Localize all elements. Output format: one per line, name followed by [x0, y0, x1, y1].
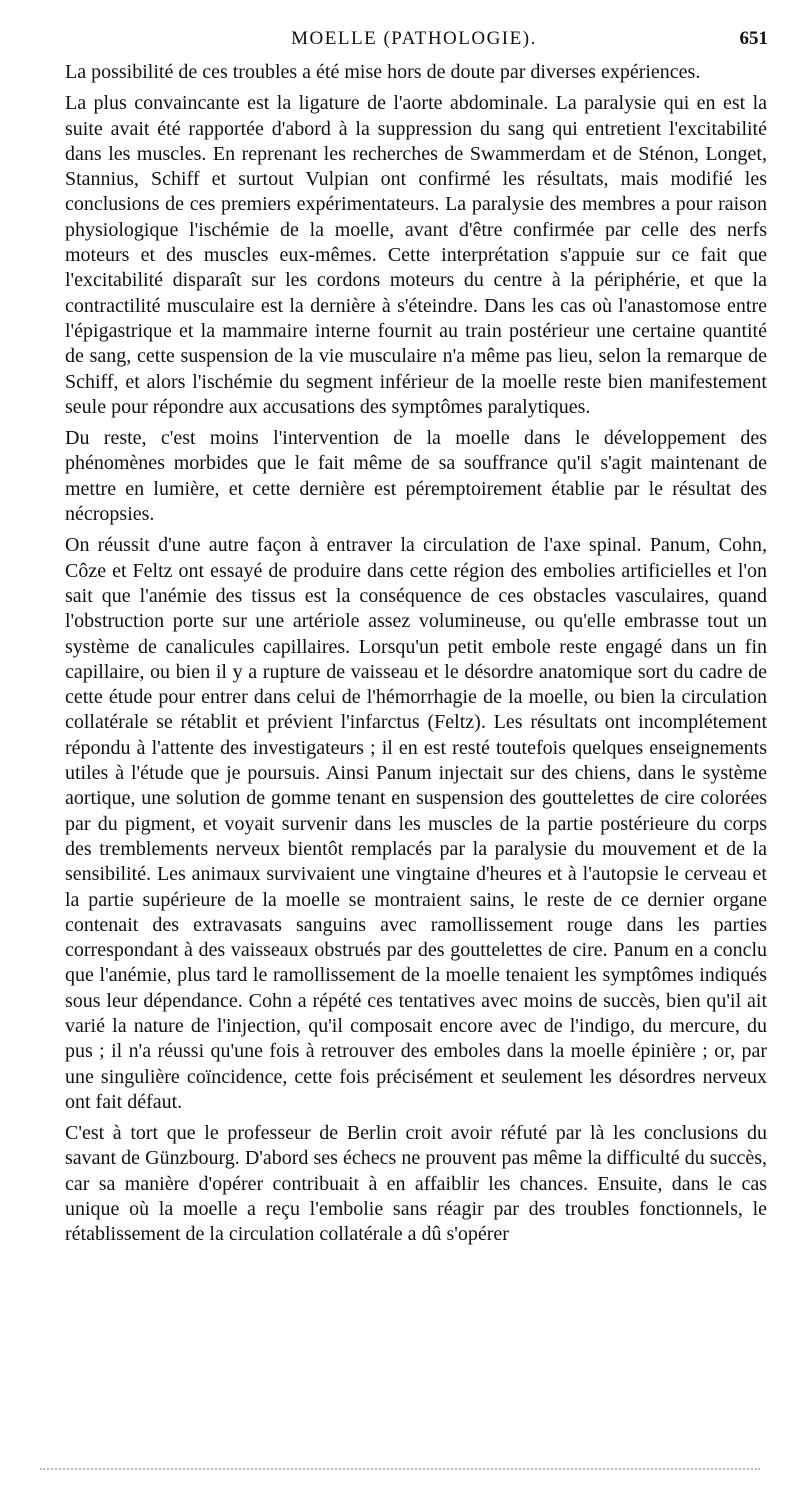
- body-text: [65, 60, 767, 1254]
- paragraph-2: La plus convaincante est la ligature de l'aorte abdominale. La paralysie qui en est la suite avait été rapportée d'abord à la suppression du sang qui entretient l'excitabilité dans les muscles. En reprenant les recherches de Swammerdam et de Sténon, Longet, Stannius, Schiff et surtout Vulpian ont confirmé les résultats, mais modifié les conclusions de ces premiers expérimentateurs. La paralysie des membres a pour raison physiologique l'ischémie de la moelle, avant d'être confirmée par celle des nerfs moteurs et des muscles eux-mêmes. Cette interprétation s'appuie sur ce fait que l'excitabilité disparaît sur les cordons moteurs du centre à la périphérie, et que la contractilité musculaire est la dernière à s'éteindre. Dans les cas où l'anastomose entre l'épigastrique et la mammaire interne fournit au train postérieur une certaine quantité de sang, cette suspension de la vie musculaire n'a même pas lieu, selon la remarque de Schiff, et alors l'ischémie du segment inférieur de la moelle reste bien manifestement seule pour répondre aux accusations des symptômes paralytiques.: [65, 92, 767, 418]
- page-number: 651: [739, 28, 768, 49]
- running-title: MOELLE (PATHOLOGIE).: [291, 28, 537, 49]
- paragraph-4: On réussit d'une autre façon à entraver la circulation de l'axe spinal. Panum, Cohn, Côze et Feltz ont essayé de produire dans cette région des embolies artificielles et l'on sait que l'anémie des tissus est la conséquence de ces obstacles vasculaires, quand l'obstruction porte sur une artériole assez volumineuse, ou qu'elle embrasse tout un système de canalicules capillaires. Lorsqu'un petit embole reste engagé dans un fin capillaire, ou bien il y a rupture de vaisseau et le désordre anatomique sort du cadre de cette étude pour entrer dans celui de l'hémorrhagie de la moelle, ou bien la circulation collatérale se rétablit et prévient l'infarctus (Feltz). Les résultats ont incomplétement répondu à l'attente des investigateurs ; il en est resté toutefois quelques enseignements utiles à l'étude que je poursuis. Ainsi Panum injectait sur des chiens, dans le système aortique, une solution de gomme tenant en suspension des gouttelettes de cire colorées par du pigment, et voyait survenir dans les muscles de la partie postérieure du corps des tremblements nerveux bientôt remplacés par la paralysie du mouvement et de la sensibilité. Les animaux survivaient une vingtaine d'heures et à l'autopsie le cerveau et la partie supérieure de la moelle se montraient sains, le reste de ce dernier organe contenait des extravasats sanguins avec ramollissement rouge dans les parties correspondant à des vaisseaux obstrués par des gouttelettes de cire. Panum en a conclu que l'anémie, plus tard le ramollissement de la moelle tenaient les symptômes indiqués sous leur dépendance. Cohn a répété ces tentatives avec moins de succès, bien qu'il ait varié la nature de l'injection, qu'il composait encore avec de l'indigo, du mercure, du pus ; il n'a réussi qu'une fois à retrouver des emboles dans la moelle épinière ; or, par une singulière coïncidence, cette fois précisément et seulement les désordres nerveux ont fait défaut.: [65, 534, 767, 1113]
- bottom-dotted-rule: [40, 1468, 760, 1472]
- paragraph-3: Du reste, c'est moins l'intervention de la moelle dans le développement des phénomènes morbides que le fait même de sa souffrance qu'il s'agit maintenant de mettre en lumière, et cette dernière est péremptoirement établie par le résultat des nécropsies.: [65, 427, 767, 526]
- paragraph-1: La possibilité de ces troubles a été mise hors de doute par diverses expériences.: [65, 61, 701, 83]
- running-head: [60, 28, 768, 56]
- paragraph-5: C'est à tort que le professeur de Berlin croit avoir réfuté par là les conclusions du savant de Günzbourg. D'abord ses échecs ne prouvent pas même la difficulté du succès, car sa manière d'opérer contribuait à en affaiblir les chances. Ensuite, dans le cas unique où la moelle a reçu l'embolie sans réagir par des troubles fonctionnels, le rétablissement de la circulation collatérale a dû s'opérer: [65, 1122, 767, 1246]
